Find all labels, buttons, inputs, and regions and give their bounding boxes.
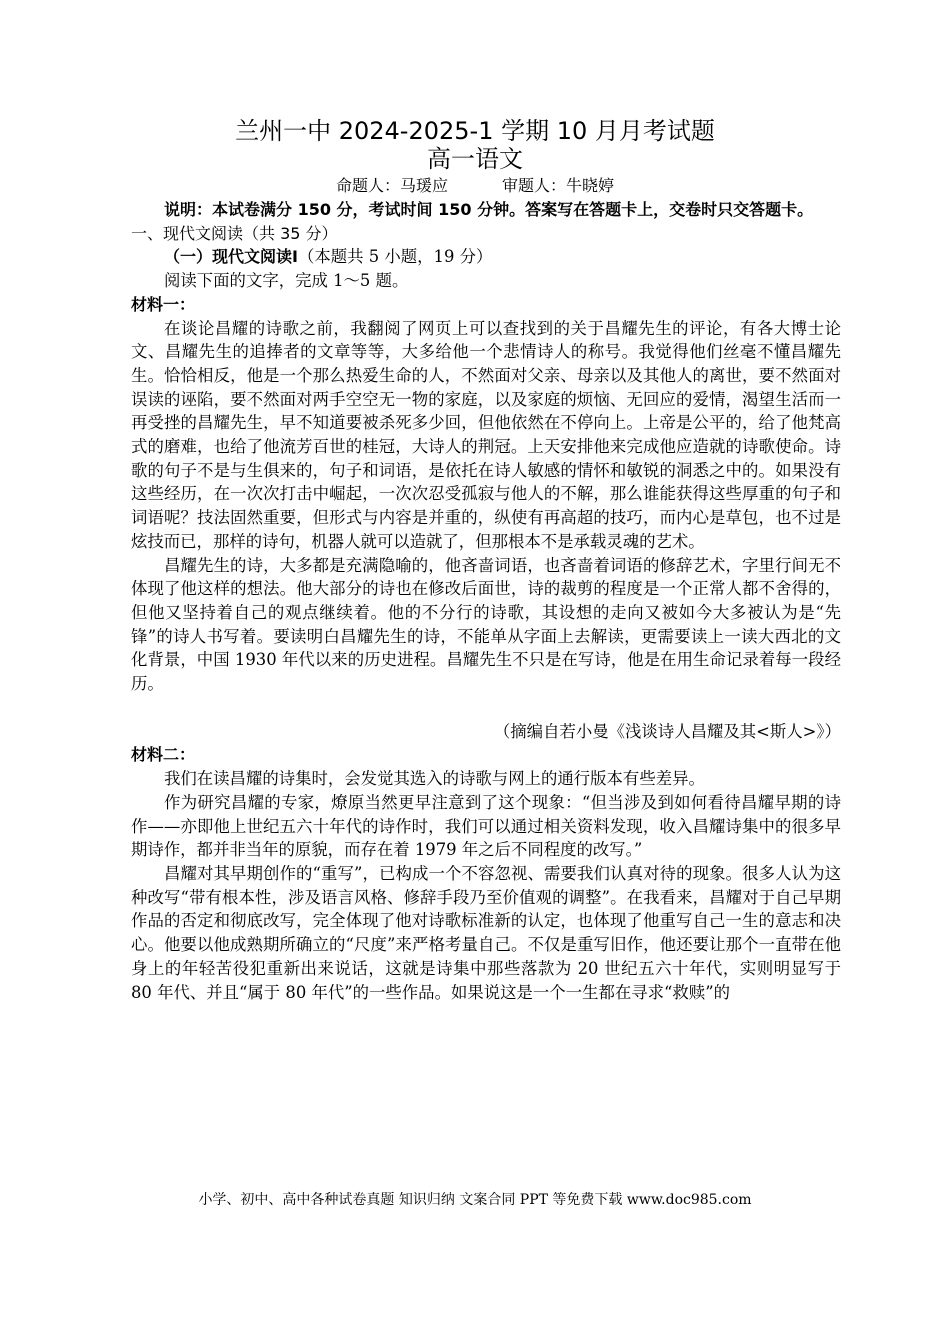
material2-paragraph-2: 作为研究昌耀的专家，燎原当然更早注意到了这个现象：“但当涉及到如何看待昌耀早期的诗作——亦即他上世纪五六十年代的诗作时，我们可以通过相关资料发现，收入昌耀诗集中的很多早期诗作，都并非当年的原貌，而存在着 1979 年之后不同程度的改写。”	[131, 792, 841, 860]
subsection-title: （一）现代文阅读Ⅰ	[164, 247, 298, 267]
material1-paragraph-1: 在谈论昌耀的诗歌之前，我翻阅了网页上可以查找到的关于昌耀先生的评论，有各大博士论文、昌耀先生的追捧者的文章等等，大多给他一个悲情诗人的称号。我觉得他们丝毫不懂昌耀先生。恰恰相反，他是一个那么热爱生命的人，不然面对父亲、母亲以及其他人的离世，要不然面对误读的诬陷，要不然面对两手空空无一物的家庭，以及家庭的烦恼、无回应的爱情，渴望生活而一再受挫的昌耀先生，早不知道要被杀死多少回，但他依然在不停向上。上帝是公平的，给了他梵高式的磨难，也给了他流芳百世的桂冠，大诗人的荆冠。上天安排他来完成他应造就的诗歌使命。诗歌的句子不是与生俱来的，句子和词语，是依托在诗人敏感的情怀和敏锐的洞悉之中的。如果没有这些经历，在一次次打击中崛起，一次次忍受孤寂与他人的不解，那么谁能获得这些厚重的句子和词语呢？技法固然重要，但形式与内容是并重的，纵使有再高超的技巧，而内心是草包，也不过是炫技而已，那样的诗句，机器人就可以造就了，但那根本不是承载灵魂的艺术。	[131, 318, 841, 551]
exam-subject: 高一语文	[427, 145, 523, 173]
reviewer-label: 审题人：牛晓婷	[502, 176, 615, 195]
material1-paragraph-2: 昌耀先生的诗，大多都是充满隐喻的，他吝啬词语，也吝啬着词语的修辞艺术，字里行间无不体现了他这样的想法。他大部分的诗也在修改后面世，诗的裁剪的程度是一个正常人都不舍得的，但他又坚持着自己的观点继续着。他的不分行的诗歌，其设想的走向又被如今大多被认为是“先锋”的诗人书写着。要读明白昌耀先生的诗，不能单从字面上去解读，更需要读上一读大西北的文化背景，中国 1930 年代以来的历史进程。昌耀先生不只是在写诗，他是在用生命记录着每一段经历。	[131, 555, 841, 694]
exam-notice: 说明：本试卷满分 150 分，考试时间 150 分钟。答案写在答题卡上，交卷时只交答题卡。	[164, 200, 814, 219]
material2-paragraph-1: 我们在读昌耀的诗集时，会发觉其选入的诗歌与网上的通行版本有些差异。	[164, 769, 705, 789]
material1-label: 材料一：	[131, 294, 196, 314]
material1-source: （摘编自若小曼《浅谈诗人昌耀及其<斯人>》）	[493, 721, 841, 741]
reading-instruction: 阅读下面的文字，完成 1～5 题。	[164, 271, 409, 291]
material2-label: 材料二：	[131, 745, 196, 765]
section-heading: 一、现代文阅读（共 35 分）	[131, 223, 338, 243]
subsection-heading	[131, 245, 841, 269]
page-footer: 小学、初中、高中各种试卷真题 知识归纳 文案合同 PPT 等免费下载 www.doc985.com	[198, 1192, 752, 1208]
exam-body	[131, 198, 841, 1004]
material2-paragraph-3: 昌耀对其早期创作的“重写”，已构成一个不容忽视、需要我们认真对待的现象。很多人认为这种改写“带有根本性，涉及语言风格、修辞手段乃至价值观的调整”。在我看来，昌耀对于自己早期作品的否定和彻底改写，完全体现了他对诗歌标准新的认定，也体现了他重写自己一生的意志和决心。他要以他成熟期所确立的“尺度”来严格考量自己。不仅是重写旧作，他还要让那个一直带在他身上的年轻苦役犯重新出来说话，这就是诗集中那些落款为 20 世纪五六十年代，实则明显写于 80 年代、并且“属于 80 年代”的一些作品。如果说这是一个一生都在寻求“救赎”的	[131, 863, 841, 1002]
exam-authors	[0, 175, 950, 197]
author-label: 命题人：马瑗应	[335, 176, 448, 195]
exam-title: 兰州一中 2024-2025-1 学期 10 月月考试题	[235, 117, 715, 145]
subsection-info: （本题共 5 小题，19 分）	[297, 247, 493, 267]
